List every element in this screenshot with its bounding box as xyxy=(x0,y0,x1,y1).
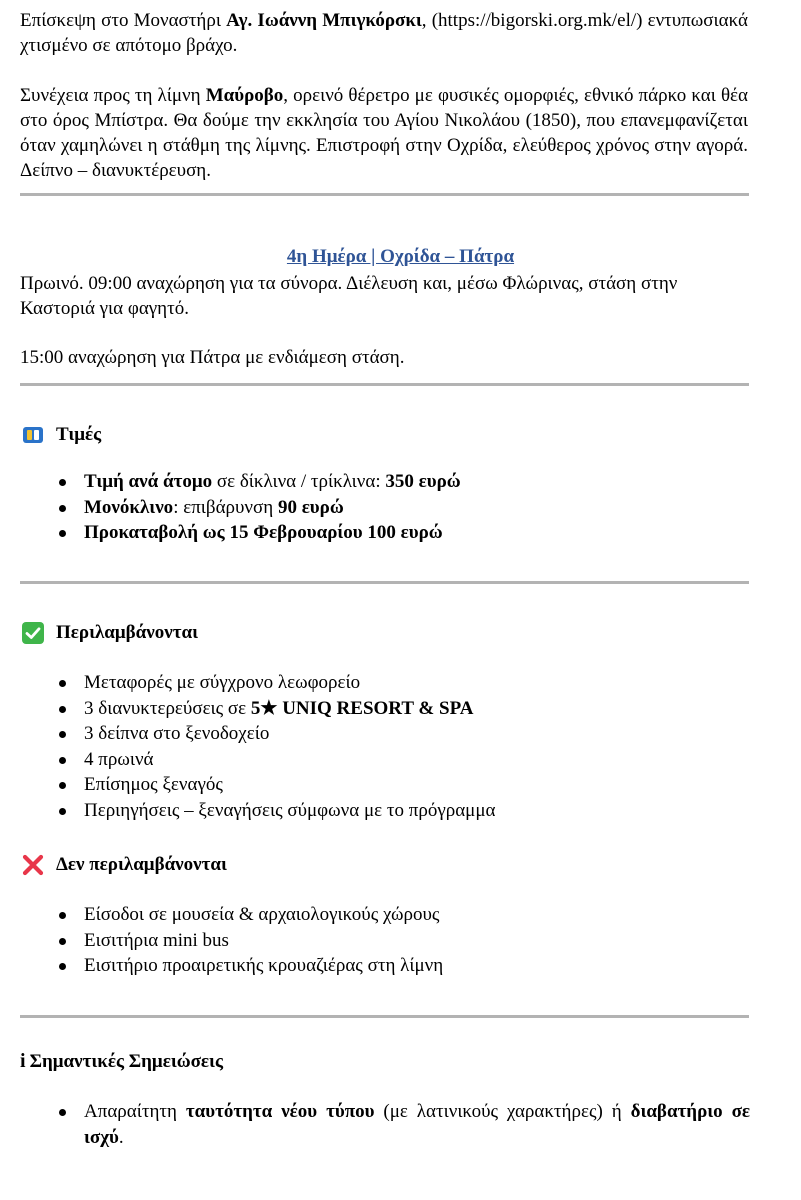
included-heading xyxy=(22,620,198,645)
included-list xyxy=(0,670,496,823)
list-item: 3 δείπνα στο ξενοδοχείο xyxy=(0,721,496,747)
day4-paragraph-2: 15:00 αναχώρηση για Πάτρα με ενδιάμεση στάση. xyxy=(20,347,405,368)
price-tag-icon xyxy=(22,424,44,446)
list-item: Εισιτήρια mini bus xyxy=(0,928,443,954)
day4-heading-link[interactable]: 4η Ημέρα | Οχρίδα – Πάτρα xyxy=(286,246,515,267)
list-item: Μεταφορές με σύγχρονο λεωφορείο xyxy=(0,670,496,696)
notes-list xyxy=(0,1099,750,1150)
prices-title: Τιμές xyxy=(56,424,102,445)
day4-paragraph-1: Πρωινό. 09:00 αναχώρηση για τα σύνορα. Διέλευση και, μέσω Φλώρινας, στάση στην Καστοριά για φαγητό. xyxy=(20,273,678,319)
included-title: Περιλαμβάνονται xyxy=(56,622,199,643)
list-item: Απαραίτητη ταυτότητα νέου τύπου (με λατινικούς χαρακτήρες) ή διαβατήριο σε ισχύ. xyxy=(0,1099,750,1150)
divider xyxy=(20,581,749,584)
divider xyxy=(20,193,749,196)
notes-heading xyxy=(20,1049,223,1074)
intro-paragraph-monastery: Επίσκεψη στο Μοναστήρι Αγ. Ιωάννη Μπιγκόρσκι, (https://bigorski.org.mk/el/) εντυπωσιακά χτισμένο σε απότομο βράχο. xyxy=(20,10,748,56)
divider xyxy=(20,383,749,386)
list-item: Είσοδοι σε μουσεία & αρχαιολογικούς χώρους xyxy=(0,902,443,928)
not-included-list xyxy=(0,902,443,979)
list-item: Επίσημος ξεναγός xyxy=(0,772,496,798)
list-item: Προκαταβολή ως 15 Φεβρουαρίου 100 ευρώ xyxy=(0,520,461,546)
check-icon xyxy=(22,622,44,644)
notes-title: Σημαντικές Σημειώσεις xyxy=(29,1051,223,1072)
not-included-heading xyxy=(22,852,227,877)
not-included-title: Δεν περιλαμβάνονται xyxy=(56,854,227,875)
list-item: Εισιτήριο προαιρετικής κρουαζιέρας στη λίμνη xyxy=(0,953,443,979)
prices-heading xyxy=(22,422,101,447)
intro-paragraph-mavrovo: Συνέχεια προς τη λίμνη Μαύροβο, ορεινό θέρετρο με φυσικές ομορφιές, εθνικό πάρκο και θέα στο όρος Μπίστρα. Θα δούμε την εκκλησία του Αγίου Νικολάου (1850), που επανεμφανίζεται όταν χαμηλώνει η στάθμη της λίμνης. Επιστροφή στην Οχρίδα, ελεύθερος χρόνος στην αγορά. Δείπνο – διανυκτέρευση. xyxy=(20,85,748,181)
list-item: Τιμή ανά άτομο σε δίκλινα / τρίκλινα: 350 ευρώ xyxy=(0,469,461,495)
cross-icon xyxy=(22,854,44,876)
prices-list xyxy=(0,469,461,546)
list-item: 4 πρωινά xyxy=(0,747,496,773)
list-item: Μονόκλινο: επιβάρυνση 90 ευρώ xyxy=(0,495,461,521)
info-icon: i xyxy=(20,1050,26,1072)
divider xyxy=(20,1015,749,1018)
list-item: 3 διανυκτερεύσεις σε 5★ UNIQ RESORT & SPA xyxy=(0,696,496,722)
list-item: Περιηγήσεις – ξεναγήσεις σύμφωνα με το πρόγραμμα xyxy=(0,798,496,824)
